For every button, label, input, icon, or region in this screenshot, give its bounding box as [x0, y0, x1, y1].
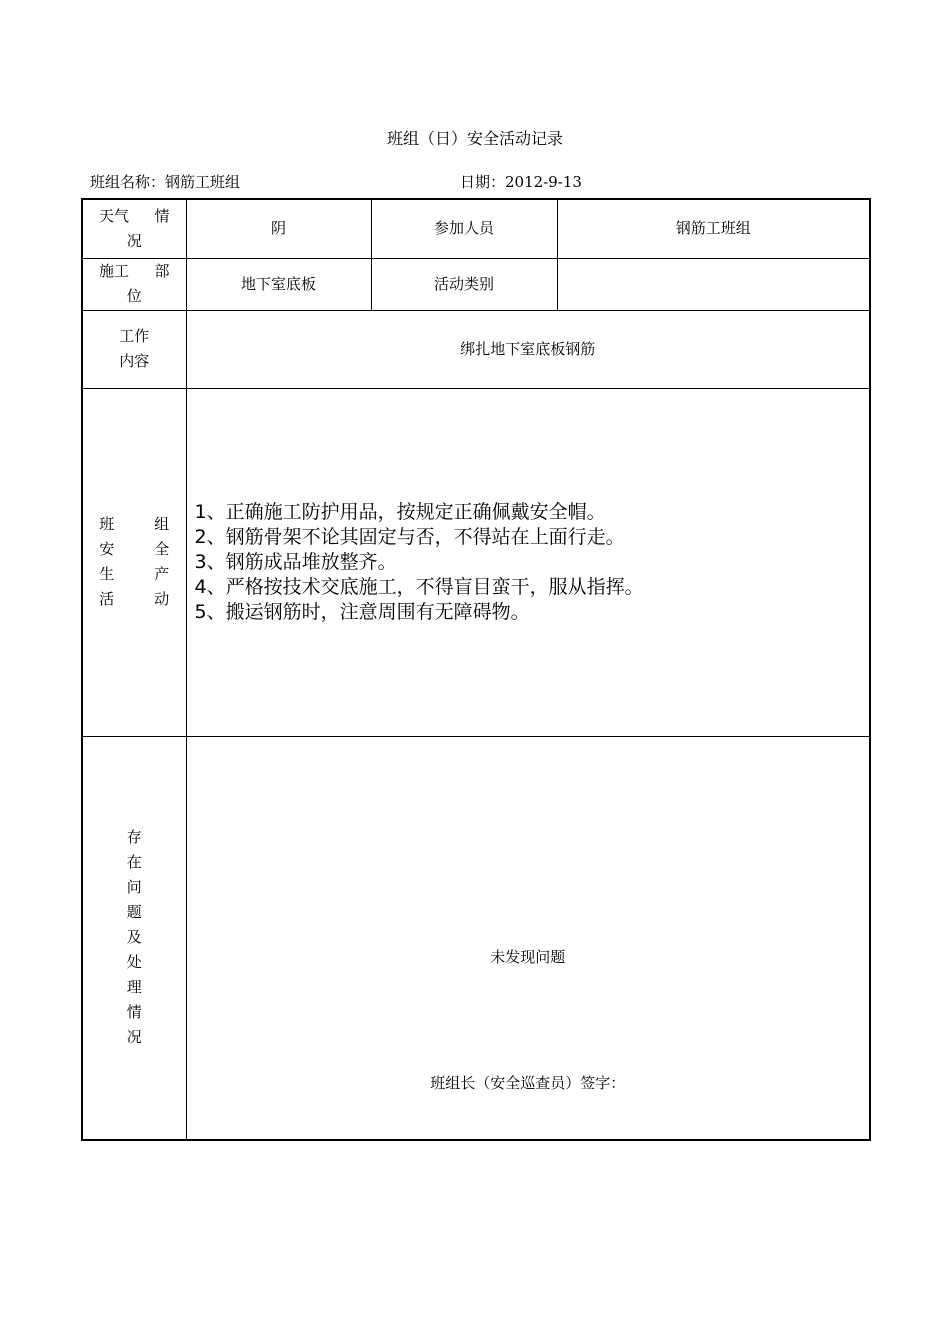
safety-row: [82, 388, 870, 736]
safety-item: 4、严格按技术交底施工，不得盲目蛮干，服从指挥。: [194, 575, 644, 598]
record-date: 日期：2012-9-13: [460, 173, 582, 191]
document-title: 班组（日）安全活动记录: [386, 129, 563, 148]
problem-row: [82, 736, 870, 1140]
work-value: 绑扎地下室底板钢筋: [186, 310, 870, 388]
work-label: 工作 内容: [82, 310, 186, 388]
safety-item: 3、钢筋成品堆放整齐。: [194, 550, 397, 573]
safety-record-table: [81, 198, 871, 1141]
participants-value: 钢筋工班组: [557, 199, 870, 258]
safety-item: 5、搬运钢筋时，注意周围有无障碍物。: [194, 600, 530, 623]
location-label: 施工 部 位: [82, 258, 186, 310]
activity-type-label: 活动类别: [371, 258, 557, 310]
problem-label: 存 在 问 题 及 处 理 情 况: [82, 736, 186, 1140]
weather-row: [82, 199, 870, 258]
safety-item: 1、正确施工防护用品，按规定正确佩戴安全帽。: [194, 500, 606, 523]
participants-label: 参加人员: [371, 199, 557, 258]
safety-item: 2、钢筋骨架不论其固定与否，不得站在上面行走。: [194, 525, 625, 548]
activity-type-value: [557, 258, 870, 310]
weather-value: 阴: [186, 199, 371, 258]
safety-label: 班 组 安 全 生 产 活 动: [82, 388, 186, 736]
weather-label: 天气 情 况: [82, 199, 186, 258]
location-value: 地下室底板: [186, 258, 371, 310]
team-name: 班组名称：钢筋工班组: [90, 173, 241, 191]
location-row: [82, 258, 870, 310]
work-row: [82, 310, 870, 388]
signature-label: 班组长（安全巡查员）签字：: [430, 1073, 626, 1092]
problem-value: 未发现问题: [490, 947, 566, 966]
safety-items: [186, 388, 870, 736]
problem-cell: [186, 736, 870, 1140]
